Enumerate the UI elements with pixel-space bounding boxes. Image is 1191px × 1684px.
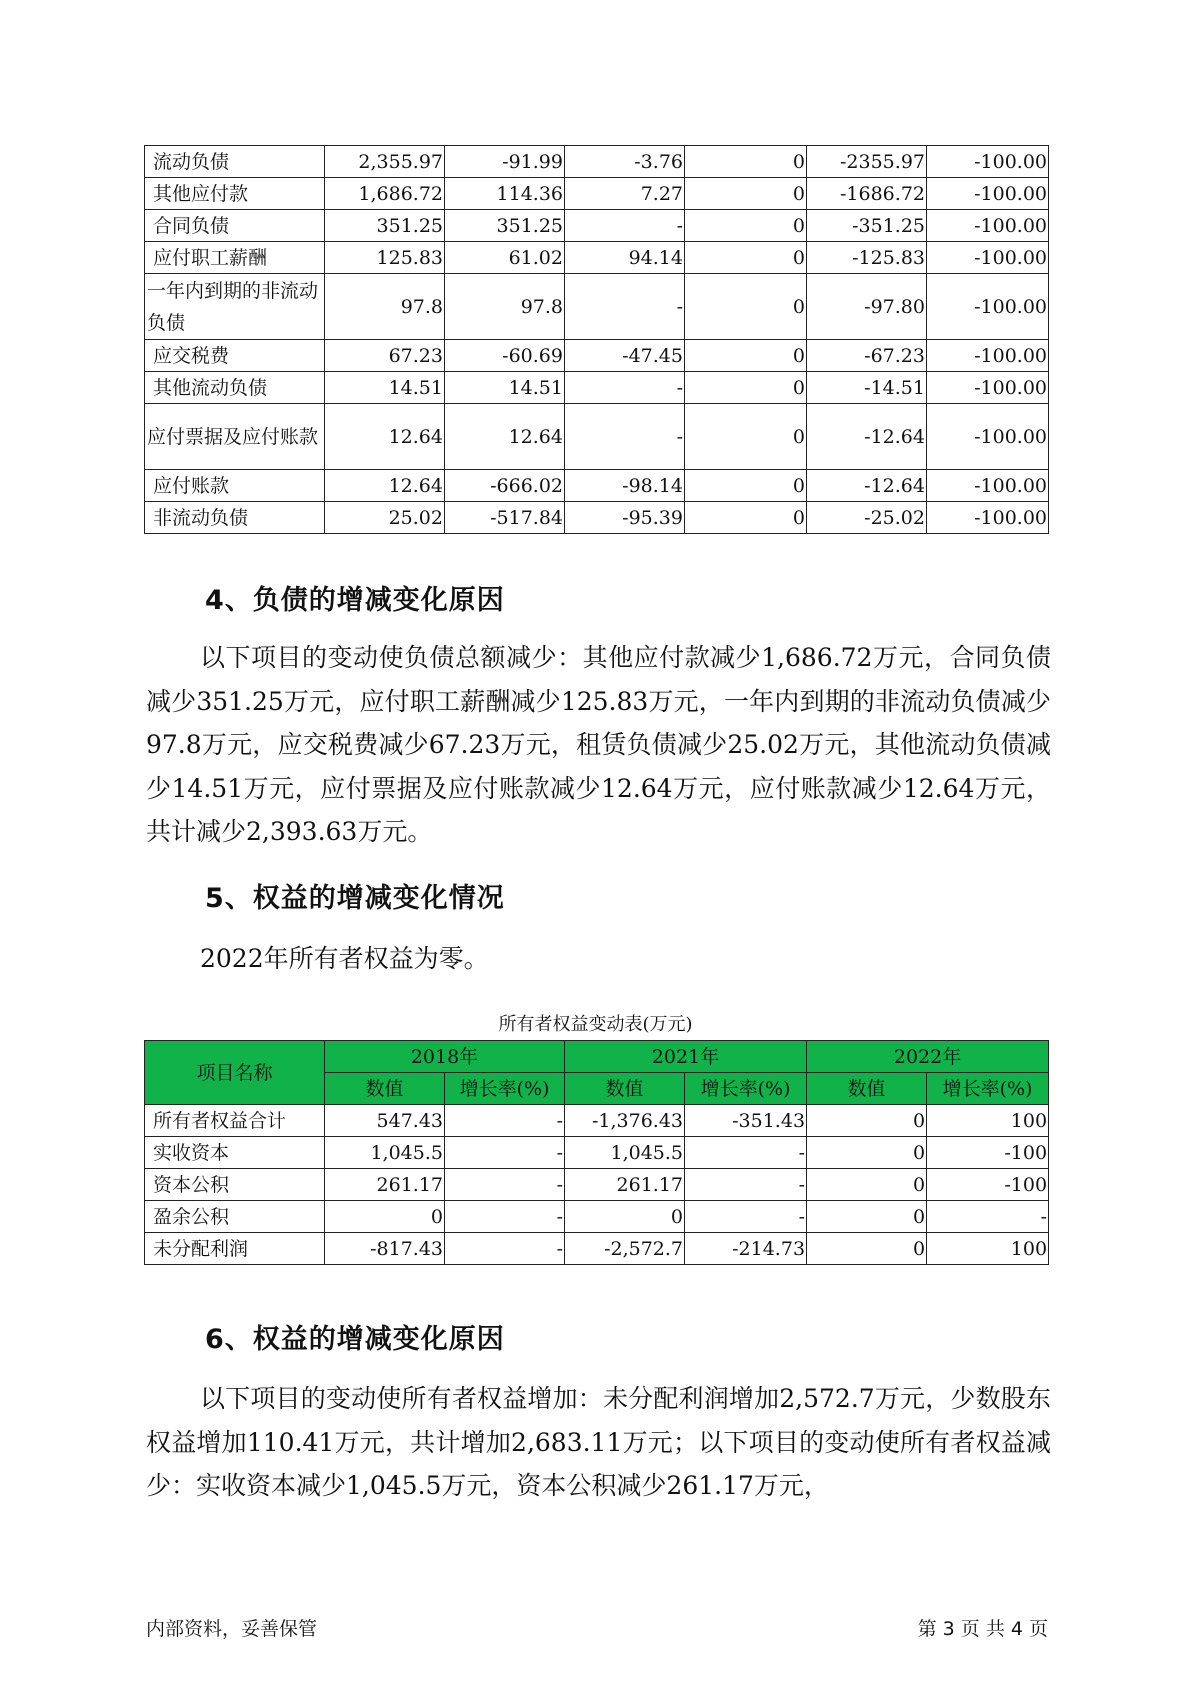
header-year: 2021年 bbox=[565, 1041, 807, 1073]
cell-value: 1,045.5 bbox=[565, 1137, 685, 1169]
cell-value: - bbox=[685, 1201, 807, 1233]
cell-value: - bbox=[927, 1201, 1049, 1233]
footer-confidential-note: 内部资料，妥善保管 bbox=[146, 1618, 318, 1640]
cell-value: 0 bbox=[807, 1105, 927, 1137]
cell-value: -25.02 bbox=[807, 502, 927, 534]
header-item-name: 项目名称 bbox=[145, 1041, 325, 1105]
cell-value: 12.64 bbox=[325, 404, 445, 470]
cell-value: 0 bbox=[685, 146, 807, 178]
section-paragraph-5: 2022年所有者权益为零。 bbox=[200, 944, 489, 973]
cell-value: -12.64 bbox=[807, 470, 927, 502]
cell-value: -47.45 bbox=[565, 340, 685, 372]
liabilities-table bbox=[144, 145, 1049, 534]
table-row bbox=[145, 146, 1049, 178]
table-row bbox=[145, 1169, 1049, 1201]
row-label: 流动负债 bbox=[145, 146, 325, 178]
cell-value: -1686.72 bbox=[807, 178, 927, 210]
cell-value: 0 bbox=[807, 1201, 927, 1233]
cell-value: -100 bbox=[927, 1137, 1049, 1169]
header-growth: 增长率(%) bbox=[685, 1073, 807, 1105]
section-heading-5: 5、权益的增减变化情况 bbox=[205, 883, 505, 914]
row-label: 应付职工薪酬 bbox=[145, 242, 325, 274]
section-paragraph-4: 以下项目的变动使负债总额减少：其他应付款减少1,686.72万元，合同负债减少351.25万元，应付职工薪酬减少125.83万元，一年内到期的非流动负债减少97.8万元，应交税费减少67.23万元，租赁负债减少25.02万元，其他流动负债减少14.51万元，应付票据及应付账款减少12.64万元，应付账款减少12.64万元，共计减少2,393.63万元。 bbox=[146, 643, 1051, 846]
cell-value: -95.39 bbox=[565, 502, 685, 534]
cell-value: 2,355.97 bbox=[325, 146, 445, 178]
cell-value: 351.25 bbox=[325, 210, 445, 242]
cell-value: - bbox=[565, 404, 685, 470]
cell-value: -98.14 bbox=[565, 470, 685, 502]
row-label: 实收资本 bbox=[145, 1137, 325, 1169]
row-label: 所有者权益合计 bbox=[145, 1105, 325, 1137]
cell-value: - bbox=[565, 372, 685, 404]
cell-value: 125.83 bbox=[325, 242, 445, 274]
cell-value: -100.00 bbox=[927, 340, 1049, 372]
cell-value: - bbox=[565, 210, 685, 242]
cell-value: -351.43 bbox=[685, 1105, 807, 1137]
cell-value: 261.17 bbox=[325, 1169, 445, 1201]
table-row bbox=[145, 178, 1049, 210]
table-row bbox=[145, 340, 1049, 372]
table-row bbox=[145, 502, 1049, 534]
cell-value: -100.00 bbox=[927, 178, 1049, 210]
cell-value: -12.64 bbox=[807, 404, 927, 470]
cell-value: -125.83 bbox=[807, 242, 927, 274]
table-row bbox=[145, 1201, 1049, 1233]
cell-value: -100 bbox=[927, 1169, 1049, 1201]
cell-value: -100.00 bbox=[927, 146, 1049, 178]
row-label: 资本公积 bbox=[145, 1169, 325, 1201]
row-label: 应付账款 bbox=[145, 470, 325, 502]
cell-value: 61.02 bbox=[445, 242, 565, 274]
table-row bbox=[145, 274, 1049, 340]
cell-value: -60.69 bbox=[445, 340, 565, 372]
table-row bbox=[145, 1233, 1049, 1265]
cell-value: 97.8 bbox=[325, 274, 445, 340]
cell-value: 0 bbox=[685, 372, 807, 404]
cell-value: - bbox=[445, 1105, 565, 1137]
cell-value: -100.00 bbox=[927, 242, 1049, 274]
cell-value: -3.76 bbox=[565, 146, 685, 178]
row-label: 非流动负债 bbox=[145, 502, 325, 534]
cell-value: 1,686.72 bbox=[325, 178, 445, 210]
cell-value: - bbox=[445, 1233, 565, 1265]
table-row bbox=[145, 242, 1049, 274]
equity-table bbox=[144, 1040, 1049, 1265]
cell-value: 100 bbox=[927, 1233, 1049, 1265]
footer-page-number: 第 3 页 共 4 页 bbox=[917, 1618, 1048, 1640]
header-value: 数值 bbox=[565, 1073, 685, 1105]
cell-value: - bbox=[445, 1137, 565, 1169]
table-row bbox=[145, 1137, 1049, 1169]
cell-value: -91.99 bbox=[445, 146, 565, 178]
row-label: 应付票据及应付账款 bbox=[145, 404, 325, 470]
row-label: 其他流动负债 bbox=[145, 372, 325, 404]
cell-value: -517.84 bbox=[445, 502, 565, 534]
cell-value: -100.00 bbox=[927, 404, 1049, 470]
header-growth: 增长率(%) bbox=[445, 1073, 565, 1105]
cell-value: 0 bbox=[685, 274, 807, 340]
row-label: 一年内到期的非流动负债 bbox=[145, 274, 325, 340]
table-caption: 所有者权益变动表(万元) bbox=[498, 1014, 693, 1035]
cell-value: 14.51 bbox=[445, 372, 565, 404]
cell-value: 261.17 bbox=[565, 1169, 685, 1201]
cell-value: 0 bbox=[685, 470, 807, 502]
cell-value: 0 bbox=[685, 210, 807, 242]
cell-value: 1,045.5 bbox=[325, 1137, 445, 1169]
cell-value: -97.80 bbox=[807, 274, 927, 340]
cell-value: - bbox=[685, 1169, 807, 1201]
cell-value: 0 bbox=[565, 1201, 685, 1233]
table-row bbox=[145, 210, 1049, 242]
cell-value: 0 bbox=[807, 1137, 927, 1169]
cell-value: -1,376.43 bbox=[565, 1105, 685, 1137]
header-year: 2018年 bbox=[325, 1041, 565, 1073]
header-year: 2022年 bbox=[807, 1041, 1049, 1073]
cell-value: -2355.97 bbox=[807, 146, 927, 178]
cell-value: -214.73 bbox=[685, 1233, 807, 1265]
cell-value: 0 bbox=[685, 404, 807, 470]
cell-value: 0 bbox=[685, 242, 807, 274]
cell-value: -67.23 bbox=[807, 340, 927, 372]
section-paragraph-6: 以下项目的变动使所有者权益增加：未分配利润增加2,572.7万元，少数股东权益增加110.41万元，共计增加2,683.11万元；以下项目的变动使所有者权益减少：实收资本减少1,045.5万元，资本公积减少261.17万元， bbox=[146, 1384, 1051, 1500]
cell-value: -100.00 bbox=[927, 274, 1049, 340]
row-label: 应交税费 bbox=[145, 340, 325, 372]
table-row bbox=[145, 404, 1049, 470]
row-label: 其他应付款 bbox=[145, 178, 325, 210]
cell-value: 100 bbox=[927, 1105, 1049, 1137]
table-row bbox=[145, 372, 1049, 404]
cell-value: 97.8 bbox=[445, 274, 565, 340]
cell-value: -100.00 bbox=[927, 372, 1049, 404]
header-value: 数值 bbox=[325, 1073, 445, 1105]
cell-value: - bbox=[565, 274, 685, 340]
cell-value: -666.02 bbox=[445, 470, 565, 502]
section-heading-4: 4、负债的增减变化原因 bbox=[205, 585, 505, 616]
table-row bbox=[145, 470, 1049, 502]
cell-value: 0 bbox=[685, 340, 807, 372]
cell-value: 0 bbox=[807, 1169, 927, 1201]
cell-value: 114.36 bbox=[445, 178, 565, 210]
cell-value: -100.00 bbox=[927, 210, 1049, 242]
cell-value: -100.00 bbox=[927, 502, 1049, 534]
cell-value: 12.64 bbox=[325, 470, 445, 502]
cell-value: - bbox=[445, 1201, 565, 1233]
cell-value: 94.14 bbox=[565, 242, 685, 274]
row-label: 合同负债 bbox=[145, 210, 325, 242]
cell-value: -100.00 bbox=[927, 470, 1049, 502]
cell-value: -14.51 bbox=[807, 372, 927, 404]
cell-value: 547.43 bbox=[325, 1105, 445, 1137]
table-header-row bbox=[145, 1041, 1049, 1073]
cell-value: 14.51 bbox=[325, 372, 445, 404]
cell-value: -2,572.7 bbox=[565, 1233, 685, 1265]
cell-value: 0 bbox=[325, 1201, 445, 1233]
cell-value: 67.23 bbox=[325, 340, 445, 372]
cell-value: 0 bbox=[807, 1233, 927, 1265]
cell-value: - bbox=[685, 1137, 807, 1169]
cell-value: 7.27 bbox=[565, 178, 685, 210]
cell-value: 12.64 bbox=[445, 404, 565, 470]
header-growth: 增长率(%) bbox=[927, 1073, 1049, 1105]
header-value: 数值 bbox=[807, 1073, 927, 1105]
cell-value: 0 bbox=[685, 502, 807, 534]
section-heading-6: 6、权益的增减变化原因 bbox=[205, 1324, 505, 1355]
cell-value: 25.02 bbox=[325, 502, 445, 534]
row-label: 盈余公积 bbox=[145, 1201, 325, 1233]
row-label: 未分配利润 bbox=[145, 1233, 325, 1265]
cell-value: 0 bbox=[685, 178, 807, 210]
cell-value: -817.43 bbox=[325, 1233, 445, 1265]
cell-value: 351.25 bbox=[445, 210, 565, 242]
table-row bbox=[145, 1105, 1049, 1137]
cell-value: - bbox=[445, 1169, 565, 1201]
cell-value: -351.25 bbox=[807, 210, 927, 242]
